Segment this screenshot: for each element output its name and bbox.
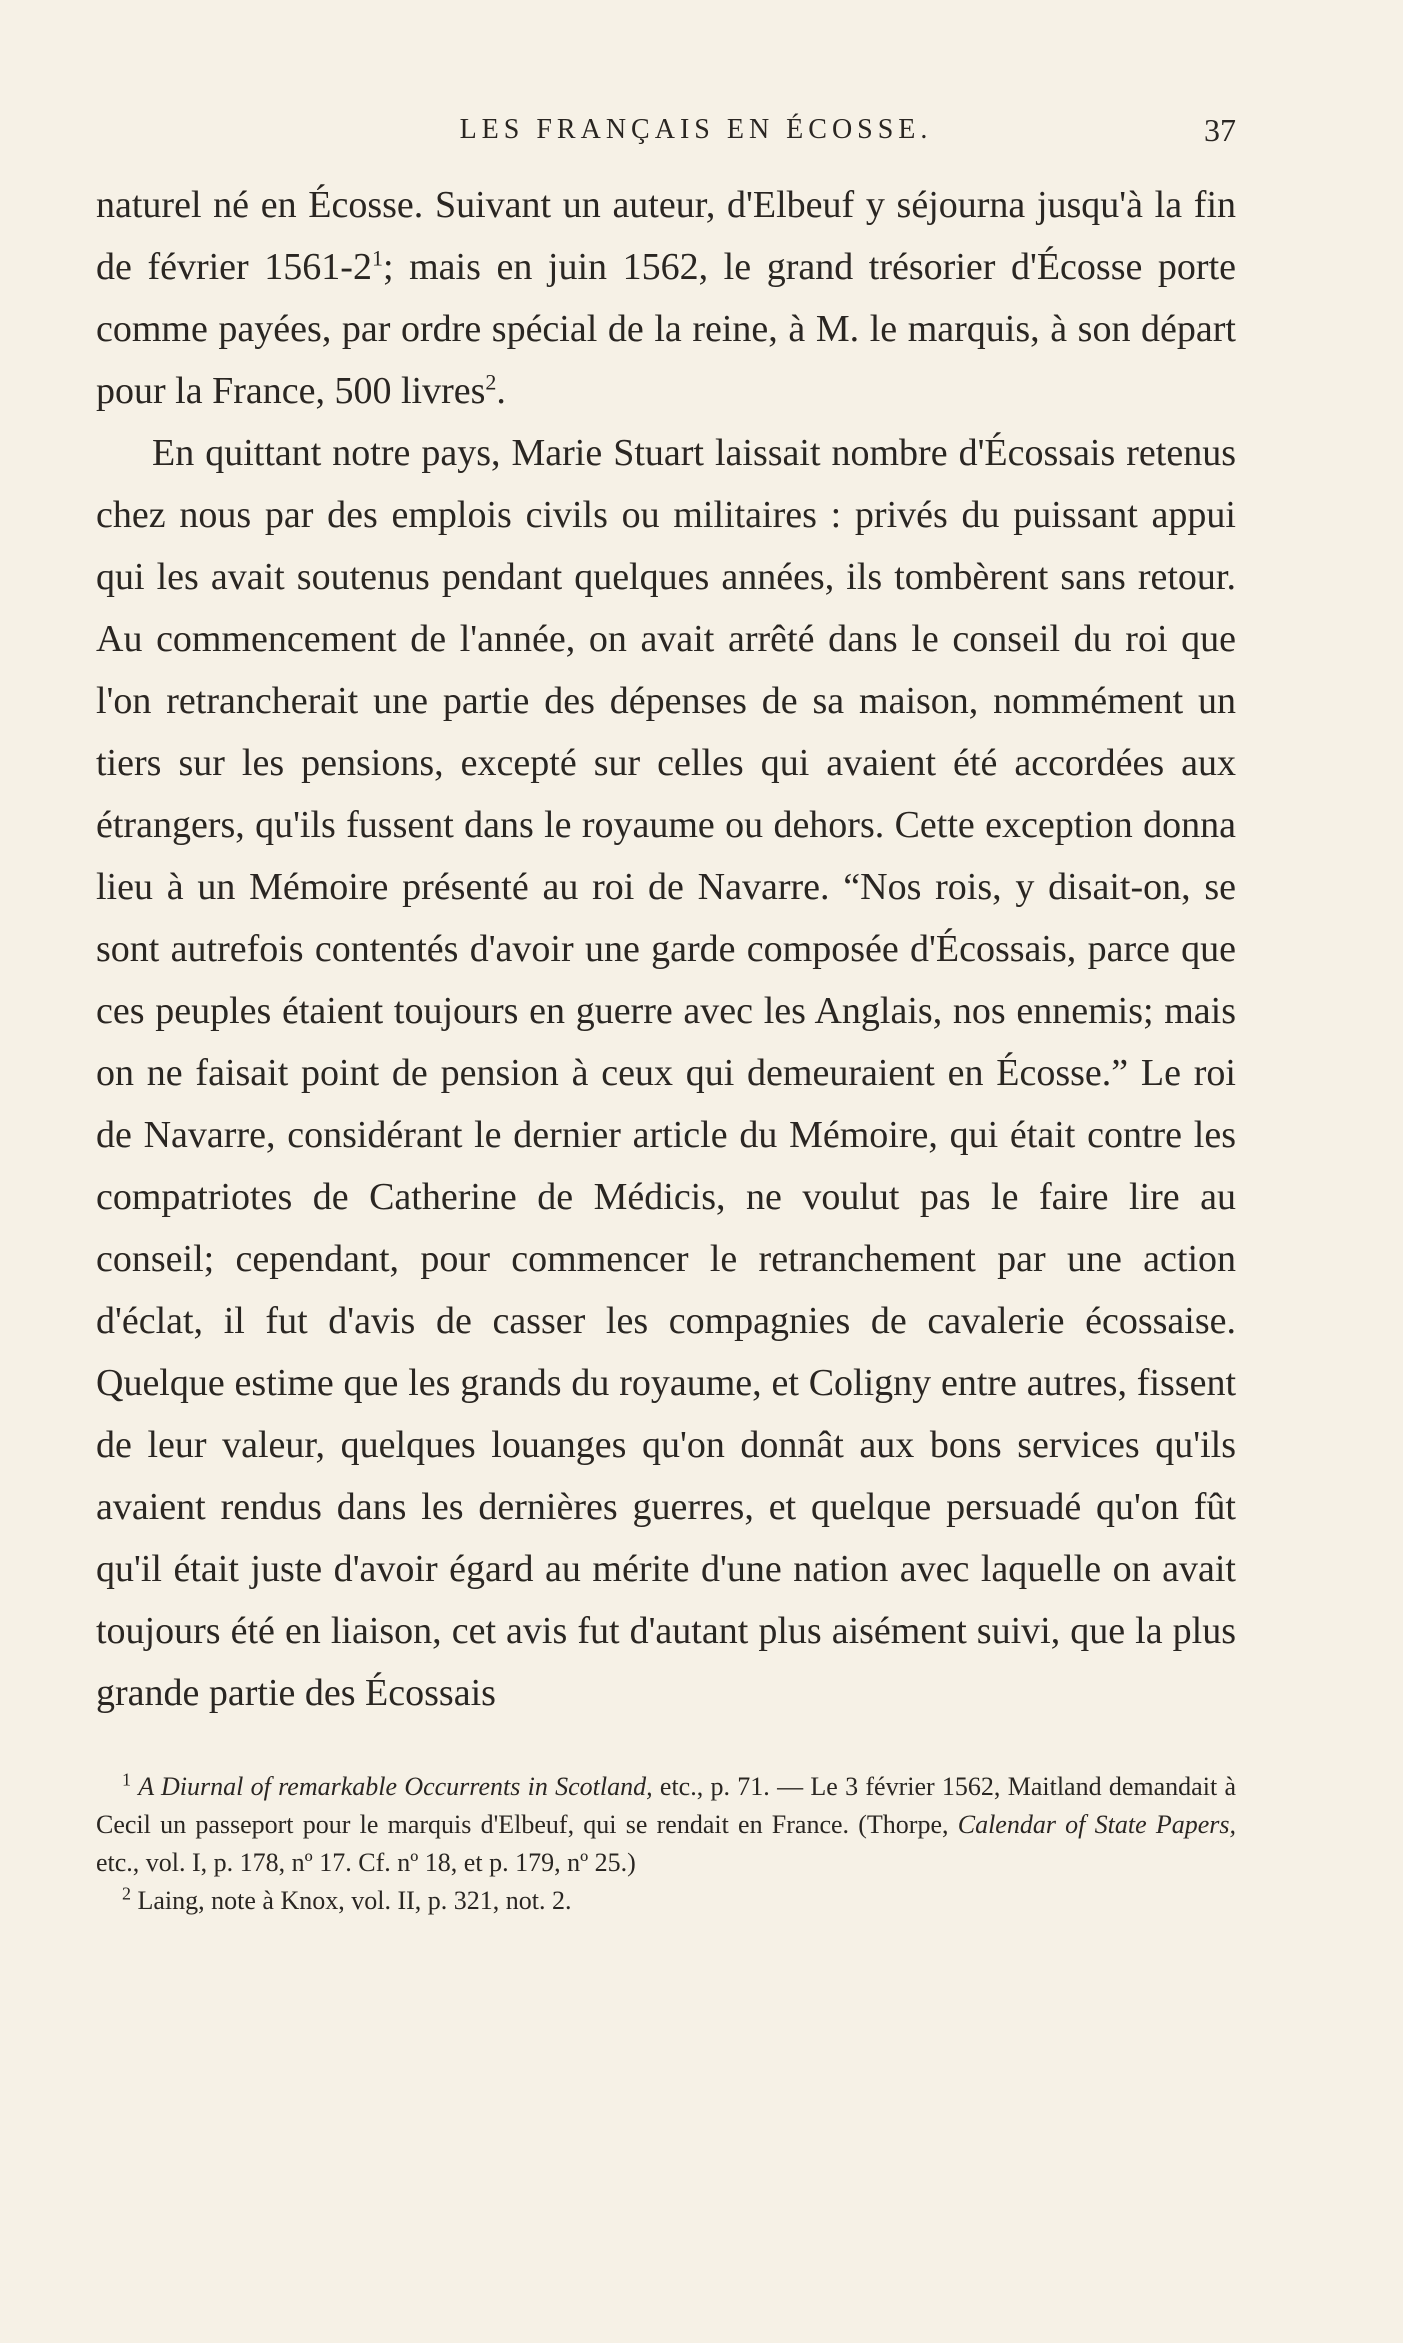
book-page (96, 108, 1236, 1920)
paragraph-1-part-b: ; mais en juin 1562, le grand trésorier d'Écosse porte comme payées, par ordre spécial de la reine, à M. le marquis, à son départ pour la France, 500 livres (96, 246, 1237, 412)
footnote-1-calendar-title: Calendar of State Papers, (957, 1810, 1236, 1839)
running-title: LES FRANÇAIS EN ÉCOSSE. (459, 114, 933, 145)
footnote-1-title: A Diurnal of remarkable Occurrents in Scotland, (138, 1772, 653, 1801)
paragraph-1-part-a: naturel né en Écosse. Suivant un auteur, d'Elbeuf y séjourna jusqu'à la fin de février 1561-2 (96, 184, 1236, 288)
paragraph-1-part-c: . (496, 370, 506, 412)
footnote-1-text-b: etc., p. 71. — Le 3 février 1562, Maitland demandait à Cecil un passeport pour le marquis d'Elbeuf, qui se rendait en France. (Thorpe, (96, 1772, 1236, 1839)
paragraph-2: En quittant notre pays, Marie Stuart laissait nombre d'Écossais retenus chez nous par des emplois civils ou militaires : privés du puissant appui qui les avait soutenus pendant quelques années, ils tombèrent sans retour. Au commencement de l'année, on avait arrêté dans le conseil du roi que l'on retrancherait une partie des dépenses de sa maison, nommément un tiers sur les pensions, excepté sur celles qui avaient été accordées aux étrangers, qu'ils fussent dans le royaume ou dehors. Cette exception donna lieu à un Mémoire présenté au roi de Navarre. “Nos rois, y disait-on, se sont autrefois contentés d'avoir une garde composée d'Écossais, parce que ces peuples étaient toujours en guerre avec les Anglais, nos ennemis; mais on ne faisait point de pension à ceux qui demeuraient en Écosse.” Le roi de Navarre, considérant le dernier article du Mémoire, qui était contre les compatriotes de Catherine de Médicis, ne voulut pas le faire lire au conseil; cependant, pour commencer le retranchement par une action d'éclat, il fut d'avis de casser les compagnies de cavalerie écossaise. Quelque estime que les grands du royaume, et Coligny entre autres, fissent de leur valeur, quelques louanges qu'on donnât aux bons services qu'ils avaient rendus dans les dernières guerres, et quelque persuadé qu'on fût qu'il était juste d'avoir égard au mérite d'une nation avec laquelle on avait toujours été en liaison, cet avis fut d'autant plus aisément suivi, que la plus grande partie des Écossais (96, 432, 1236, 1714)
footnote-2-text: Laing, note à Knox, vol. II, p. 321, not. 2. (137, 1886, 572, 1915)
footnote-1-text-d: etc., vol. I, p. 178, nº 17. Cf. nº 18, et p. 179, nº 25.) (96, 1848, 636, 1877)
footnotes (96, 1768, 1236, 1920)
footnote-1-marker: 1 (122, 1769, 131, 1790)
footnote-1 (96, 1768, 1236, 1882)
footnote-2-marker: 2 (122, 1883, 131, 1904)
footnote-2 (96, 1882, 1236, 1920)
page-number: 37 (1204, 112, 1236, 148)
paragraph-1 (96, 174, 1236, 422)
running-head (96, 108, 1236, 152)
body-text (96, 174, 1236, 1724)
footnote-ref-2: 2 (485, 369, 497, 395)
footnote-ref-1: 1 (371, 245, 383, 271)
